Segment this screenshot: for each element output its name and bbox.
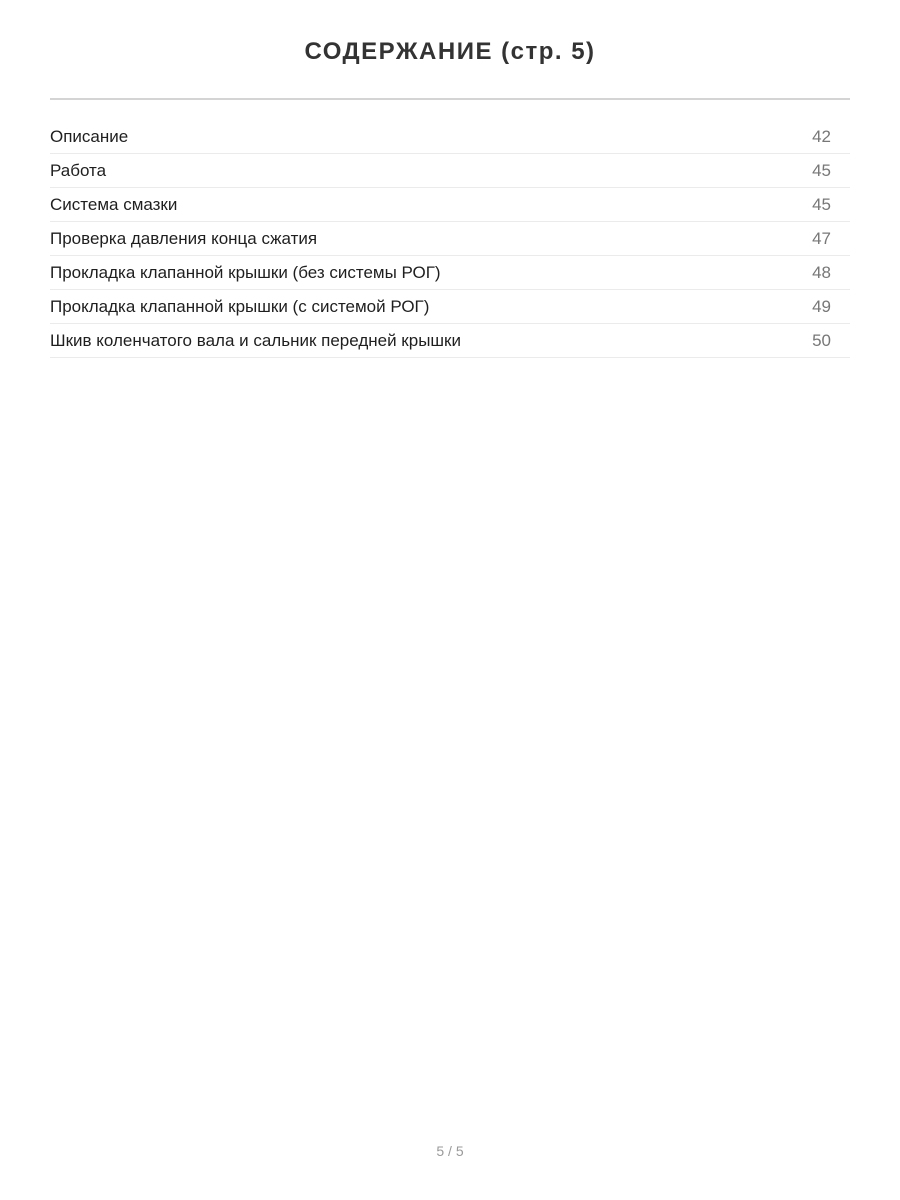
toc-entry-page: 47 [812,228,831,248]
toc-entry-prokladka-bez-rog[interactable] [50,256,850,290]
toc-entry-label: Прокладка клапанной крышки (без системы РОГ) [50,262,441,282]
toc-entry-label: Работа [50,160,107,180]
toc-entry-label: Описание [50,126,129,146]
title-divider [50,98,850,100]
toc-entry-shkiv-kolenchatogo-vala[interactable] [50,324,850,358]
toc-entry-label: Прокладка клапанной крышки (с системой РОГ) [50,296,430,316]
toc-entry-page: 45 [812,160,831,180]
page-indicator: 5 / 5 [436,1143,464,1159]
toc-entry-label: Система смазки [50,194,178,214]
toc-entry-label: Проверка давления конца сжатия [50,228,318,248]
toc-entry-prokladka-s-rog[interactable] [50,290,850,324]
toc-entry-sistema-smazki[interactable] [50,188,850,222]
toc-entry-proverka-davleniya[interactable] [50,222,850,256]
page-title: СОДЕРЖАНИЕ (стр. 5) [304,38,596,65]
toc-entry-opisanie[interactable] [50,120,850,154]
toc-entry-page: 49 [812,296,831,316]
toc-entry-label: Шкив коленчатого вала и сальник передней крышки [50,330,461,350]
toc-entry-page: 42 [812,126,831,146]
toc-entry-rabota[interactable] [50,154,850,188]
toc-entry-page: 48 [812,262,831,282]
toc-entry-page: 45 [812,194,831,214]
toc-list [50,120,850,358]
toc-entry-page: 50 [812,330,831,350]
